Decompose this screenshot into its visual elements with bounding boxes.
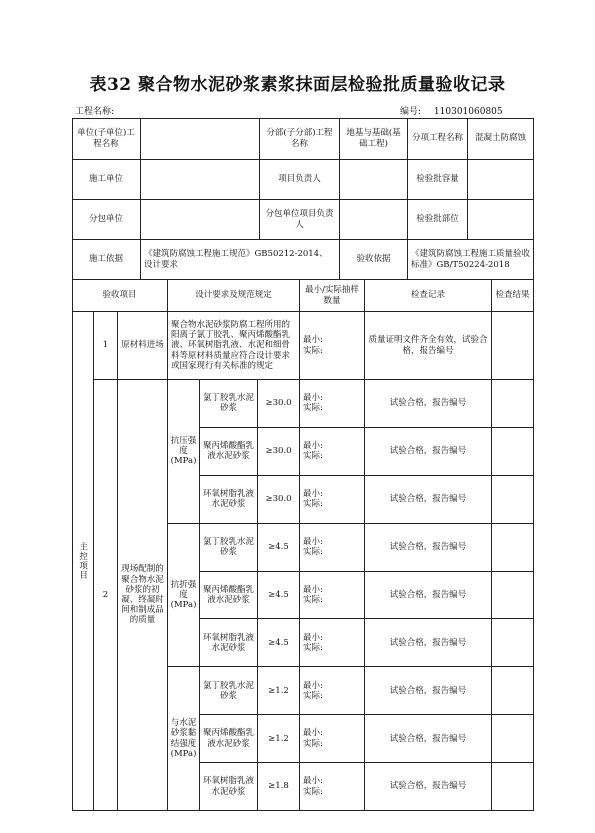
record-0-2: 试验合格，报告编号 — [365, 476, 492, 524]
serial-label: 编号: — [400, 107, 422, 117]
group-label-0: 抗压强度(MPa) — [168, 380, 200, 524]
col-result: 检查结果 — [492, 280, 534, 312]
result-2-1[interactable] — [492, 715, 534, 763]
sampling-2-2[interactable]: 最小: 实际: — [300, 763, 365, 811]
item1-record: 质量证明文件齐全有效，试验合格，报告编号 — [365, 312, 492, 380]
result-2-0[interactable] — [492, 667, 534, 715]
col-design: 设计要求及规范规定 — [168, 280, 300, 312]
acceptance-record-table — [72, 118, 534, 811]
value-1-1: ≥4.5 — [258, 572, 300, 620]
result-0-1[interactable] — [492, 428, 534, 476]
col-sampling: 最小/实际抽样数量 — [300, 280, 365, 312]
item-label: 分项工程名称 — [408, 118, 468, 160]
material-1-2: 环氧树脂乳液水泥砂浆 — [200, 619, 258, 667]
acceptance-basis-value: 《建筑防腐蚀工程施工质量验收标准》GB/T50224-2018 — [408, 240, 534, 280]
record-1-1: 试验合格，报告编号 — [365, 572, 492, 620]
batch-capacity-label: 检验批容量 — [408, 160, 468, 200]
material-2-1: 聚丙烯酸酯乳液水泥砂浆 — [200, 715, 258, 763]
subcontractor-value-cell[interactable] — [141, 200, 260, 240]
item2-no: 2 — [94, 380, 118, 811]
record-0-0: 试验合格，报告编号 — [365, 380, 492, 428]
col-items: 验收项目 — [72, 280, 168, 312]
record-2-1: 试验合格，报告编号 — [365, 715, 492, 763]
value-0-1: ≥30.0 — [258, 428, 300, 476]
pm-label: 项目负责人 — [260, 160, 340, 200]
record-2-2: 试验合格，报告编号 — [365, 763, 492, 811]
sampling-1-0[interactable]: 最小: 实际: — [300, 524, 365, 572]
unit-label: 单位(子单位)工程名称 — [72, 118, 141, 160]
sub-pm-label: 分包单位项目负责人 — [260, 200, 340, 240]
subsection-value: 地基与基础(基础工程) — [340, 118, 408, 160]
item1-result[interactable] — [492, 312, 534, 380]
item-value: 混凝土防腐蚀 — [468, 118, 534, 160]
project-name-label: 工程名称: — [75, 107, 115, 117]
batch-capacity-value-cell[interactable] — [468, 160, 534, 200]
result-0-0[interactable] — [492, 380, 534, 428]
contractor-label: 施工单位 — [72, 160, 141, 200]
material-2-0: 氯丁胶乳水泥砂浆 — [200, 667, 258, 715]
sampling-0-0[interactable]: 最小: 实际: — [300, 380, 365, 428]
result-1-0[interactable] — [492, 524, 534, 572]
page-title: 表32 聚合物水泥砂浆素浆抹面层检验批质量验收记录 — [89, 75, 506, 95]
sampling-2-0[interactable]: 最小: 实际: — [300, 667, 365, 715]
record-2-0: 试验合格，报告编号 — [365, 667, 492, 715]
value-1-0: ≥4.5 — [258, 524, 300, 572]
result-1-1[interactable] — [492, 572, 534, 620]
acceptance-basis-label: 验收依据 — [340, 240, 408, 280]
serial-number — [400, 104, 503, 117]
value-2-2: ≥1.8 — [258, 763, 300, 811]
sampling-2-1[interactable]: 最小: 实际: — [300, 715, 365, 763]
pm-value-cell[interactable] — [340, 160, 408, 200]
material-1-0: 氯丁胶乳水泥砂浆 — [200, 524, 258, 572]
material-0-2: 环氧树脂乳液水泥砂浆 — [200, 476, 258, 524]
record-0-1: 试验合格，报告编号 — [365, 428, 492, 476]
value-0-0: ≥30.0 — [258, 380, 300, 428]
col-record: 检查记录 — [365, 280, 492, 312]
subsection-label: 分部(子分部)工程名称 — [260, 118, 340, 160]
batch-location-value-cell[interactable] — [468, 200, 534, 240]
sampling-1-2[interactable]: 最小: 实际: — [300, 619, 365, 667]
main-control-label: 主控项目 — [72, 312, 94, 811]
unit-value-cell[interactable] — [141, 118, 260, 160]
sampling-1-1[interactable]: 最小: 实际: — [300, 572, 365, 620]
item1-name: 原材料进场 — [118, 312, 168, 380]
record-1-2: 试验合格，报告编号 — [365, 619, 492, 667]
result-2-2[interactable] — [492, 763, 534, 811]
subcontractor-label: 分包单位 — [72, 200, 141, 240]
sampling-0-1[interactable]: 最小: 实际: — [300, 428, 365, 476]
value-2-1: ≥1.2 — [258, 715, 300, 763]
item1-sampling[interactable]: 最小: 实际: — [300, 312, 365, 380]
serial-value: 110301060805 — [433, 107, 503, 117]
record-1-0: 试验合格，报告编号 — [365, 524, 492, 572]
material-0-1: 聚丙烯酸酯乳液水泥砂浆 — [200, 428, 258, 476]
sampling-0-2[interactable]: 最小: 实际: — [300, 476, 365, 524]
item1-requirement: 聚合物水泥砂浆防腐工程所用的阳离子氯丁胶乳、聚丙烯酸酯乳液、环氧树脂乳液、水泥和细骨料等原材料质量应符合设计要求或国家现行有关标准的规定 — [168, 312, 300, 380]
basis-value: 《建筑防腐蚀工程施工规范》GB50212-2014、设计要求 — [141, 240, 340, 280]
batch-location-label: 检验批部位 — [408, 200, 468, 240]
value-0-2: ≥30.0 — [258, 476, 300, 524]
sub-pm-value-cell[interactable] — [340, 200, 408, 240]
contractor-value-cell[interactable] — [141, 160, 260, 200]
group-label-2: 与水泥砂浆黏结强度(MPa) — [168, 667, 200, 811]
value-2-0: ≥1.2 — [258, 667, 300, 715]
result-1-2[interactable] — [492, 619, 534, 667]
group-label-1: 抗折强度(MPa) — [168, 524, 200, 668]
item2-name: 现场配制的聚合物水泥砂浆的初凝、终凝时间和制成品的质量 — [118, 380, 168, 811]
result-0-2[interactable] — [492, 476, 534, 524]
material-0-0: 氯丁胶乳水泥砂浆 — [200, 380, 258, 428]
material-2-2: 环氧树脂乳液水泥砂浆 — [200, 763, 258, 811]
material-1-1: 聚丙烯酸酯乳液水泥砂浆 — [200, 572, 258, 620]
item1-no: 1 — [94, 312, 118, 380]
value-1-2: ≥4.5 — [258, 619, 300, 667]
basis-label: 施工依据 — [72, 240, 141, 280]
